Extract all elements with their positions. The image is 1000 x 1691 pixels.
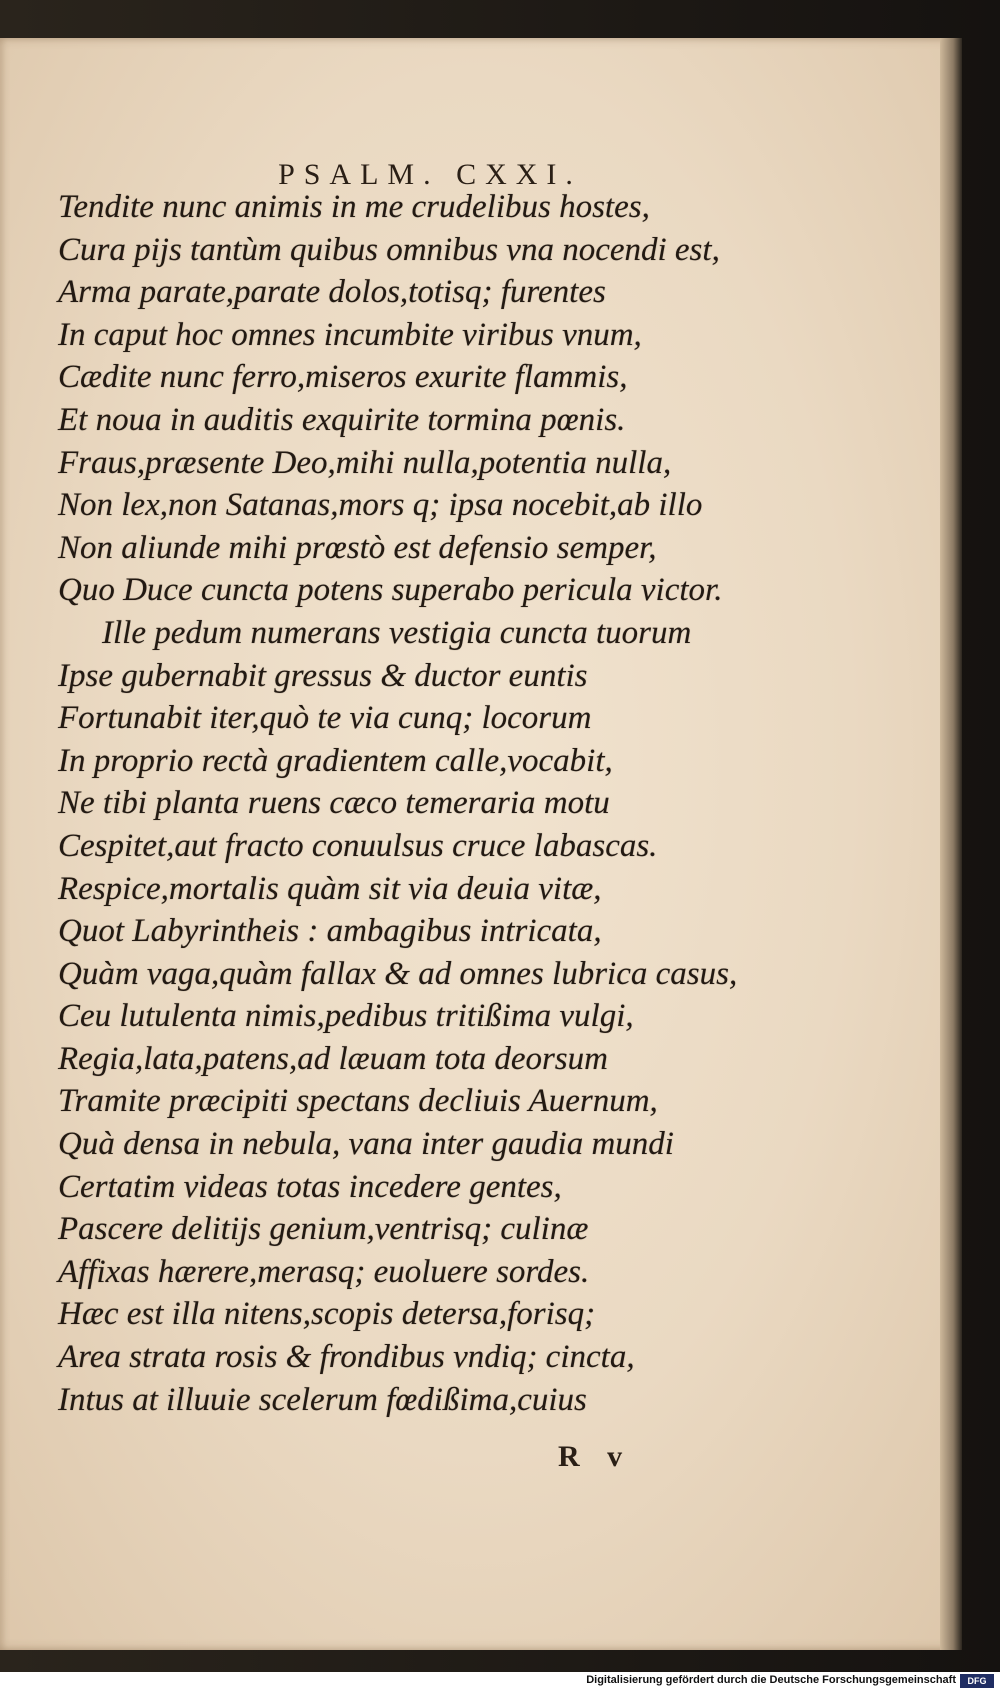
verse-line: In proprio rectà gradientem calle,vocabit, <box>58 742 613 779</box>
verse-line: Hæc est illa nitens,scopis detersa,forisq; <box>58 1296 596 1333</box>
verse-line: Ceu lutulenta nimis,pedibus tritißima vulgi, <box>58 998 634 1035</box>
verse-line: Tendite nunc animis in me crudelibus hostes, <box>58 189 650 225</box>
digitization-credit: Digitalisierung gefördert durch die Deutsche Forschungsgemeinschaft <box>586 1674 956 1686</box>
verse-line: Tramite præcipiti spectans decliuis Auernum, <box>58 1083 658 1120</box>
verse-line: Pascere delitijs genium,ventrisq; culinæ <box>58 1211 589 1248</box>
verse-line: Quàm vaga,quàm fallax & ad omnes lubrica casus, <box>58 955 738 992</box>
verse-line: Respice,mortalis quàm sit via deuia vitæ, <box>58 870 602 907</box>
verse-line: Et noua in auditis exquirite tormina pœnis. <box>58 401 626 438</box>
verse-line: Intus at illuuie scelerum fœdißima,cuius <box>58 1381 587 1418</box>
verse-line: Quot Labyrintheis : ambagibus intricata, <box>58 913 602 950</box>
verse-line: Certatim videas totas incedere gentes, <box>58 1168 562 1205</box>
verse-line: Non aliunde mihi prœstò est defensio semper, <box>58 529 657 566</box>
verse-line: Cura pijs tantùm quibus omnibus vna nocendi est, <box>58 231 720 268</box>
verse-line: Regia,lata,patens,ad læuam tota deorsum <box>58 1040 608 1077</box>
verse-line: Non lex,non Satanas,mors q; ipsa nocebit,ab illo <box>58 487 703 524</box>
verse-line: Affixas hærere,merasq; euoluere sordes. <box>58 1253 590 1290</box>
verse-line: Fortunabit iter,quò te via cunq; locorum <box>58 700 592 737</box>
verse-line: Area strata rosis & frondibus vndiq; cincta, <box>58 1339 635 1376</box>
verse-line: In caput hoc omnes incumbite viribus vnum, <box>58 316 642 353</box>
verse-line: Arma parate,parate dolos,totisq; furentes <box>58 274 606 311</box>
dfg-logo: DFG <box>960 1674 994 1688</box>
signature-mark: R v <box>558 1440 633 1473</box>
running-head: PSALM. CXXI. <box>278 158 582 191</box>
verse-line: Ne tibi planta ruens cæco temeraria motu <box>58 785 610 822</box>
verse-line: Ipse gubernabit gressus & ductor euntis <box>58 657 588 694</box>
verse-line: Quo Duce cuncta potens superabo pericula victor. <box>58 572 723 609</box>
verse-text <box>58 186 878 1421</box>
page-edge <box>940 38 962 1650</box>
verse-line: Ille pedum numerans vestigia cuncta tuorum <box>102 614 692 651</box>
verse-line: Cædite nunc ferro,miseros exurite flammis, <box>58 359 628 396</box>
verse-line: Quà densa in nebula, vana inter gaudia mundi <box>58 1126 674 1163</box>
verse-line: Cespitet,aut fracto conuulsus cruce labascas. <box>58 827 658 864</box>
verse-line: Fraus,præsente Deo,mihi nulla,potentia nulla, <box>58 444 672 481</box>
book-page <box>0 38 958 1650</box>
